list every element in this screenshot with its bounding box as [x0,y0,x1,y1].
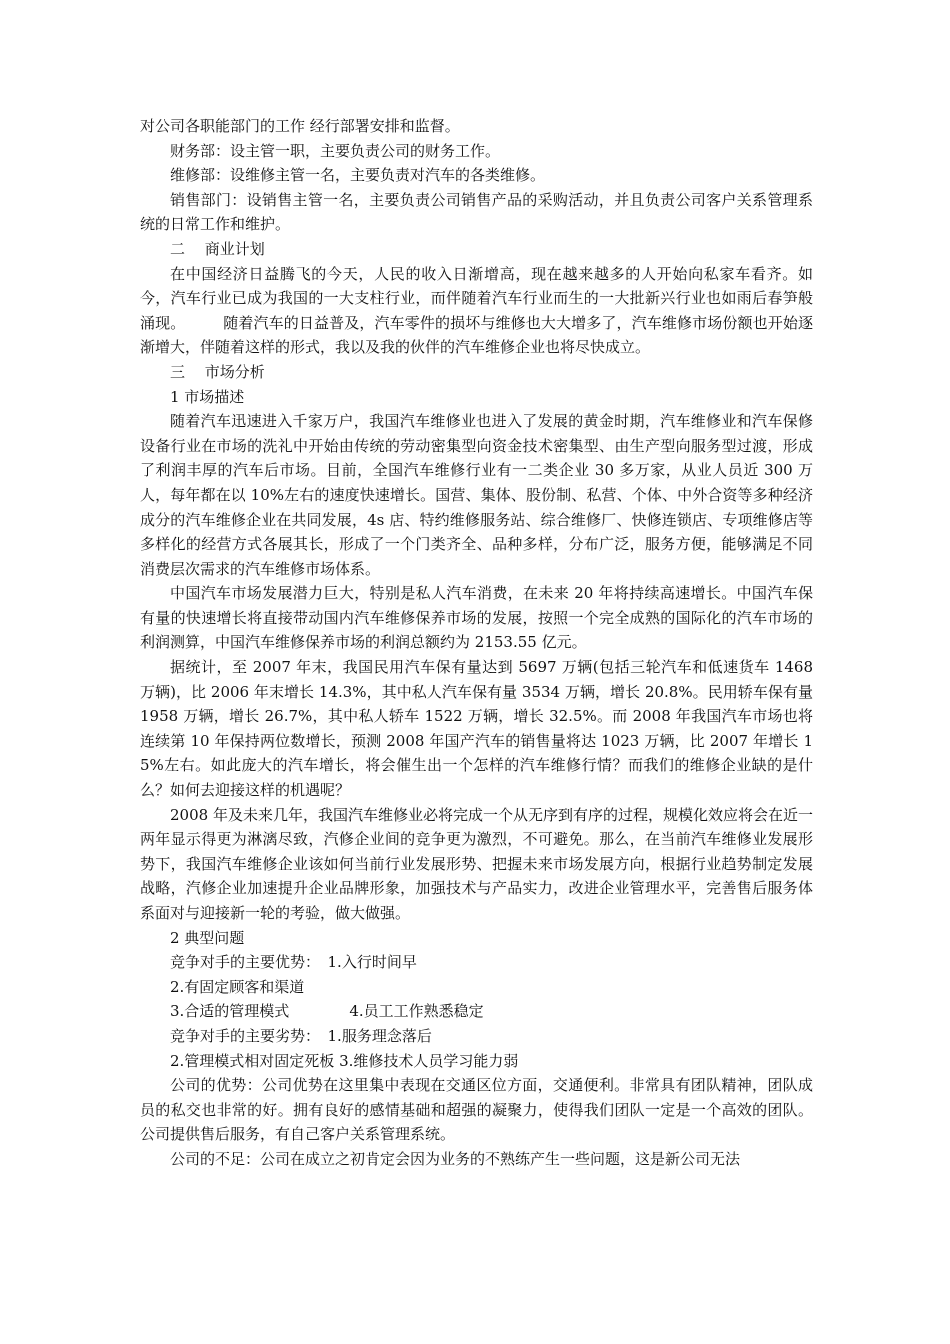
paragraph-market-potential: 中国汽车市场发展潜力巨大，特别是私人汽车消费，在未来 20 年将持续高速增长。中国汽车保有量的快速增长将直接带动国内汽车维修保养市场的发展，按照一个完全成熟的国际化的汽车市场的利润测算，中国汽车维修保养市场的利润总额约为 2153.55 亿元。 [140,584,813,652]
paragraph-statistics: 据统计，至 2007 年末，我国民用汽车保有量达到 5697 万辆(包括三轮汽车和低速货车 1468 万辆)，比 2006 年末增长 14.3%，其中私人汽车保有量 3534 万辆，增长 20.8%。民用轿车保有量 1958 万辆，增长 26.7%，其中私人轿车 1522 万辆，增长 32.5%。而 2008 年我国汽车市场也将连续第 10 年保持两位数增长，预测 2008 年国产汽车的销售量将达 1023 万辆，比 2007 年增长 15%左右。如此庞大的汽车增长，将会催生出一个怎样的汽车维修行情？而我们的维修企业缺的是什么？如何去迎接这样的机遇呢？ [140,658,818,800]
document-body [140,114,818,1172]
paragraph-competitor-weaknesses: 竞争对手的主要劣势： 1.服务理念落后 [170,1026,432,1045]
paragraph-market-description: 随着汽车迅速进入千家万户，我国汽车维修业也进入了发展的黄金时期，汽车维修业和汽车保修设备行业在市场的洗礼中开始由传统的劳动密集型向资金技术密集型、由生产型向服务型过渡，形成了利润丰厚的汽车后市场。目前，全国汽车维修行业有一二类企业 30 多万家，从业人员近 300 万人，每年都在以 10%左右的速度快速增长。国营、集体、股份制、私营、个体、中外合资等多种经济成分的汽车维修企业在共同发展，4s 店、特约维修服务站、综合维修厂、快修连锁店、专项维修店等多样化的经营方式各展其长，形成了一个门类齐全、品种多样，分布广泛，服务方便，能够满足不同消费层次需求的汽车维修市场体系。 [140,412,813,578]
paragraph-competitor-weakness-2-3: 2.管理模式相对固定死板 3.维修技术人员学习能力弱 [170,1051,519,1070]
paragraph-outlook-2008: 2008 年及未来几年，我国汽车维修业必将完成一个从无序到有序的过程，规模化效应将会在近一两年显示得更为淋漓尽致，汽修企业间的竞争更为激烈，不可避免。那么，在当前汽车维修业发展形势下，我国汽车维修企业该如何当前行业发展形势、把握未来市场发展方向，根据行业趋势制定发展战略，汽修企业加速提升企业品牌形象，加强技术与产品实力，改进企业管理水平，完善售后服务体系面对与迎接新一轮的考验，做大做强。 [140,805,813,922]
paragraph-company-strengths: 公司的优势：公司优势在这里集中表现在交通区位方面，交通便利。非常具有团队精神，团队成员的私交也非常的好。拥有良好的感情基础和超强的凝聚力，使得我们团队一定是一个高效的团队。公司提供售后服务，有自己客户关系管理系统。 [140,1076,813,1144]
paragraph-finance-dept: 财务部：设主管一职，主要负责公司的财务工作。 [170,141,501,160]
paragraph-company-weaknesses: 公司的不足：公司在成立之初肯定会因为业务的不熟练产生一些问题，这是新公司无法 [170,1149,741,1168]
paragraph-competitor-strength-2: 2.有固定顾客和渠道 [170,977,305,996]
paragraph-repair-dept: 维修部：设维修主管一名，主要负责对汽车的各类维修。 [170,166,546,185]
subheading-typical-problems: 2 典型问题 [170,928,245,947]
subheading-market-description: 1 市场描述 [170,387,245,406]
section-heading-business-plan: 二 商业计划 [170,239,265,258]
paragraph-sales-dept: 销售部门：设销售主管一名，主要负责公司销售产品的采购活动，并且负责公司客户关系管理系统的日常工作和维护。 [140,190,813,234]
paragraph-competitor-strengths: 竞争对手的主要优势： 1.入行时间早 [170,953,417,972]
paragraph-business-plan: 在中国经济日益腾飞的今天，人民的收入日渐增高，现在越来越多的人开始向私家车看齐。如今，汽车行业已成为我国的一大支柱行业，而伴随着汽车行业而生的一大批新兴行业也如雨后春笋般涌现。 随着汽车的日益普及，汽车零件的损坏与维修也大大增多了，汽车维修市场份额也开始逐渐增大，伴随着这样的形式，我以及我的伙伴的汽车维修企业也将尽快成立。 [140,264,813,357]
section-heading-market-analysis: 三 市场分析 [170,362,265,381]
paragraph-org-intro: 对公司各职能部门的工作 经行部署安排和监督。 [140,117,460,135]
paragraph-competitor-strength-3-4: 3.合适的管理模式 4.员工工作熟悉稳定 [170,1002,484,1021]
